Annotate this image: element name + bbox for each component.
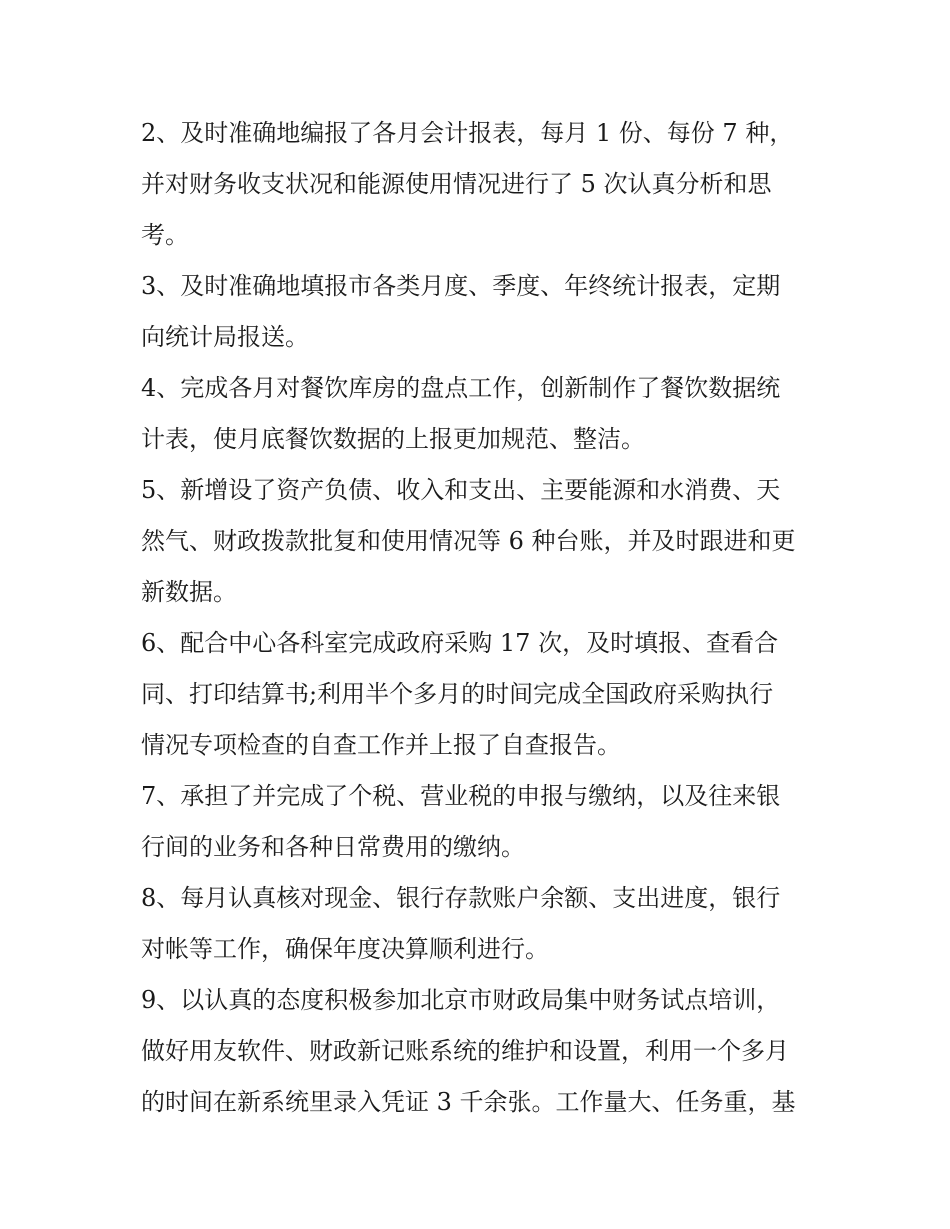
text-line: 8、每月认真核对现金、银行存款账户余额、支出进度，银行 bbox=[141, 884, 781, 912]
text-line: 2、及时准确地编报了各月会计报表，每月 1 份、每份 7 种， bbox=[141, 119, 794, 147]
text-line: 6、配合中心各科室完成政府采购 17 次，及时填报、查看合 bbox=[141, 629, 779, 657]
text-line: 同、打印结算书;利用半个多月的时间完成全国政府采购执行 bbox=[141, 680, 774, 708]
text-line: 9、以认真的态度积极参加北京市财政局集中财务试点培训， bbox=[141, 986, 781, 1014]
list-item-6 bbox=[141, 618, 821, 771]
text-line: 计表，使月底餐饮数据的上报更加规范、整洁。 bbox=[141, 425, 645, 453]
list-item-3 bbox=[141, 261, 821, 363]
list-item-2 bbox=[141, 108, 821, 261]
text-line: 3、及时准确地填报市各类月度、季度、年终统计报表，定期 bbox=[141, 272, 781, 300]
text-line: 7、承担了并完成了个税、营业税的申报与缴纳，以及往来银 bbox=[141, 782, 781, 810]
text-line: 4、完成各月对餐饮库房的盘点工作，创新制作了餐饮数据统 bbox=[141, 374, 781, 402]
text-line: 向统计局报送。 bbox=[141, 323, 309, 351]
text-line: 的时间在新系统里录入凭证 3 千余张。工作量大、任务重，基 bbox=[141, 1088, 796, 1116]
list-item-7 bbox=[141, 771, 821, 873]
text-line: 并对财务收支状况和能源使用情况进行了 5 次认真分析和思 bbox=[141, 170, 772, 198]
text-line: 考。 bbox=[141, 221, 189, 249]
text-line: 做好用友软件、财政新记账系统的维护和设置，利用一个多月 bbox=[141, 1037, 789, 1065]
text-line: 新数据。 bbox=[141, 578, 237, 606]
text-line: 对帐等工作，确保年度决算顺利进行。 bbox=[141, 935, 549, 963]
list-item-8 bbox=[141, 873, 821, 975]
text-line: 行间的业务和各种日常费用的缴纳。 bbox=[141, 833, 525, 861]
list-item-4 bbox=[141, 363, 821, 465]
document-body bbox=[141, 108, 821, 1128]
list-item-5 bbox=[141, 465, 821, 618]
text-line: 然气、财政拨款批复和使用情况等 6 种台账，并及时跟进和更 bbox=[141, 527, 796, 555]
text-line: 5、新增设了资产负债、收入和支出、主要能源和水消费、天 bbox=[141, 476, 781, 504]
list-item-9 bbox=[141, 975, 821, 1128]
text-line: 情况专项检查的自查工作并上报了自查报告。 bbox=[141, 731, 621, 759]
